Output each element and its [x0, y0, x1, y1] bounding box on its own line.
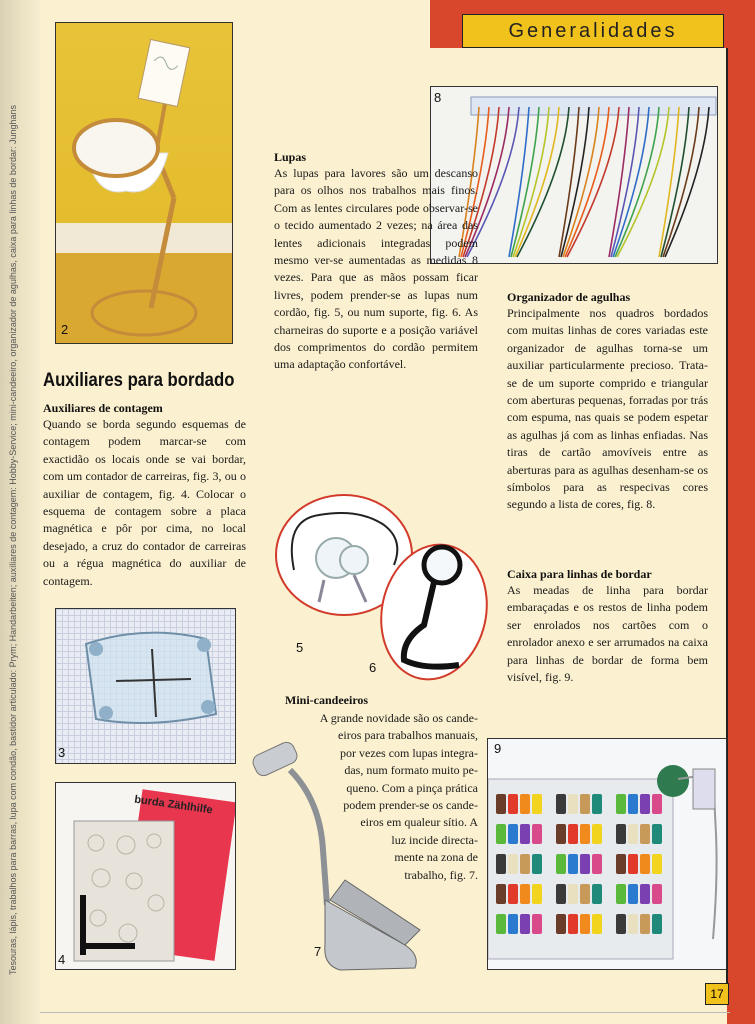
photo-thread-box	[487, 738, 727, 970]
photo-magnifiers	[274, 490, 514, 690]
figure-number: 6	[369, 660, 377, 675]
figure-number: 3	[58, 745, 66, 760]
section-body-contagem: Quando se borda segundo esquemas de contagem podem marcar-se com exactidão os locais onde se vai bordar, com um contador de carreiras, fig. 3, ou o auxiliar de contagem, fig. 4. Colocar o esquema de contagem sobre a placa magnética e pôr por cima, no local desejado, a cruz do contador de carreiras ou a régua magnética do auxiliar de contagem.	[43, 417, 246, 588]
page-number: 17	[705, 983, 729, 1005]
bottom-rule	[40, 1012, 730, 1013]
figure-number: 8	[434, 90, 442, 105]
section-title-organizador: Organizador de agulhas	[507, 290, 631, 304]
section-body-mini: A grande novidade são os cande- eiros para trabalhos manuais, por vezes com lupas integra- das, num formato muito pe- queno. Com a pinça prática podem prender-se os cande- eiros em qualeur sítio. A luz incide directa- mente na zona de trabalho, fig. 7.	[319, 711, 478, 882]
section-title-contagem: Auxiliares de contagem	[43, 401, 163, 415]
red-side-band	[727, 0, 755, 1024]
main-heading: Auxiliares para bordado	[43, 370, 235, 391]
figure-number: 9	[494, 741, 502, 756]
product-label: burda Zählhilfe	[133, 793, 214, 817]
photo-row-counter	[55, 608, 236, 764]
section-title-mini: Mini-candeeiros	[285, 693, 369, 707]
photo-credits: Tesouras, lápis, trabalhos para barras, lupa com condão, bastidor articulado: Prym; Handarbeiten; auxiliares de contagem: Hobby-Service; mini-candeeiro, organizador de agulhas, caixa para linhas de bordar: Junghans	[8, 105, 18, 975]
section-body-organizador: Principalmente nos quadros bordados com muitas linhas de cores variadas este organizador de agulhas torna-se um auxiliar particularmente precioso. Trata-se de um suporte comprido e triangular com aberturas pequenas, forradas por trás com espuma, nas quais se podem espetar as agulhas já com as linhas enfiadas. Nas tiras de cartão amovíveis entre as aberturas para as agulhas desenham-se os símbolos para as respecivas cores segundo a lista de cores, fig. 8.	[507, 306, 708, 512]
section-title-lupas: Lupas	[274, 150, 307, 164]
figure-number: 7	[314, 944, 322, 959]
section-body-caixa: As meadas de linha para bordar embaraçadas e os restos de linha podem ser enrolados nos cartões com o enrolador anexo e ser arrumados na caixa para linhas de bordar de forma bem visível, fig. 9.	[507, 583, 708, 685]
section-header: Generalidades	[462, 14, 724, 48]
section-body-lupas: As lupas para lavores são um descanso para os olhos nos trabalhos mais finos. Com as lentes circulares pode observar-se o tecido aumentado 2 vezes; na área das lentes adicionais integradas podem mesmo ver-se aumentadas as medidas 8 vezes. Para que as mãos possam ficar livres, podem prender-se as lupas num cordão, fig. 5, ou num suporte, fig. 6. As charneiras do suporte e a posição variável dos comprimentos do cordão permitem uma adaptação confortável.	[274, 166, 478, 372]
photo-counting-aid	[55, 782, 236, 970]
photo-mini-lamp	[245, 740, 445, 980]
figure-number: 2	[61, 322, 69, 337]
figure-number: 4	[58, 952, 66, 967]
figure-number: 5	[296, 640, 304, 655]
section-title-caixa: Caixa para linhas de bordar	[507, 567, 652, 581]
photo-embroidery-stand	[55, 22, 233, 344]
